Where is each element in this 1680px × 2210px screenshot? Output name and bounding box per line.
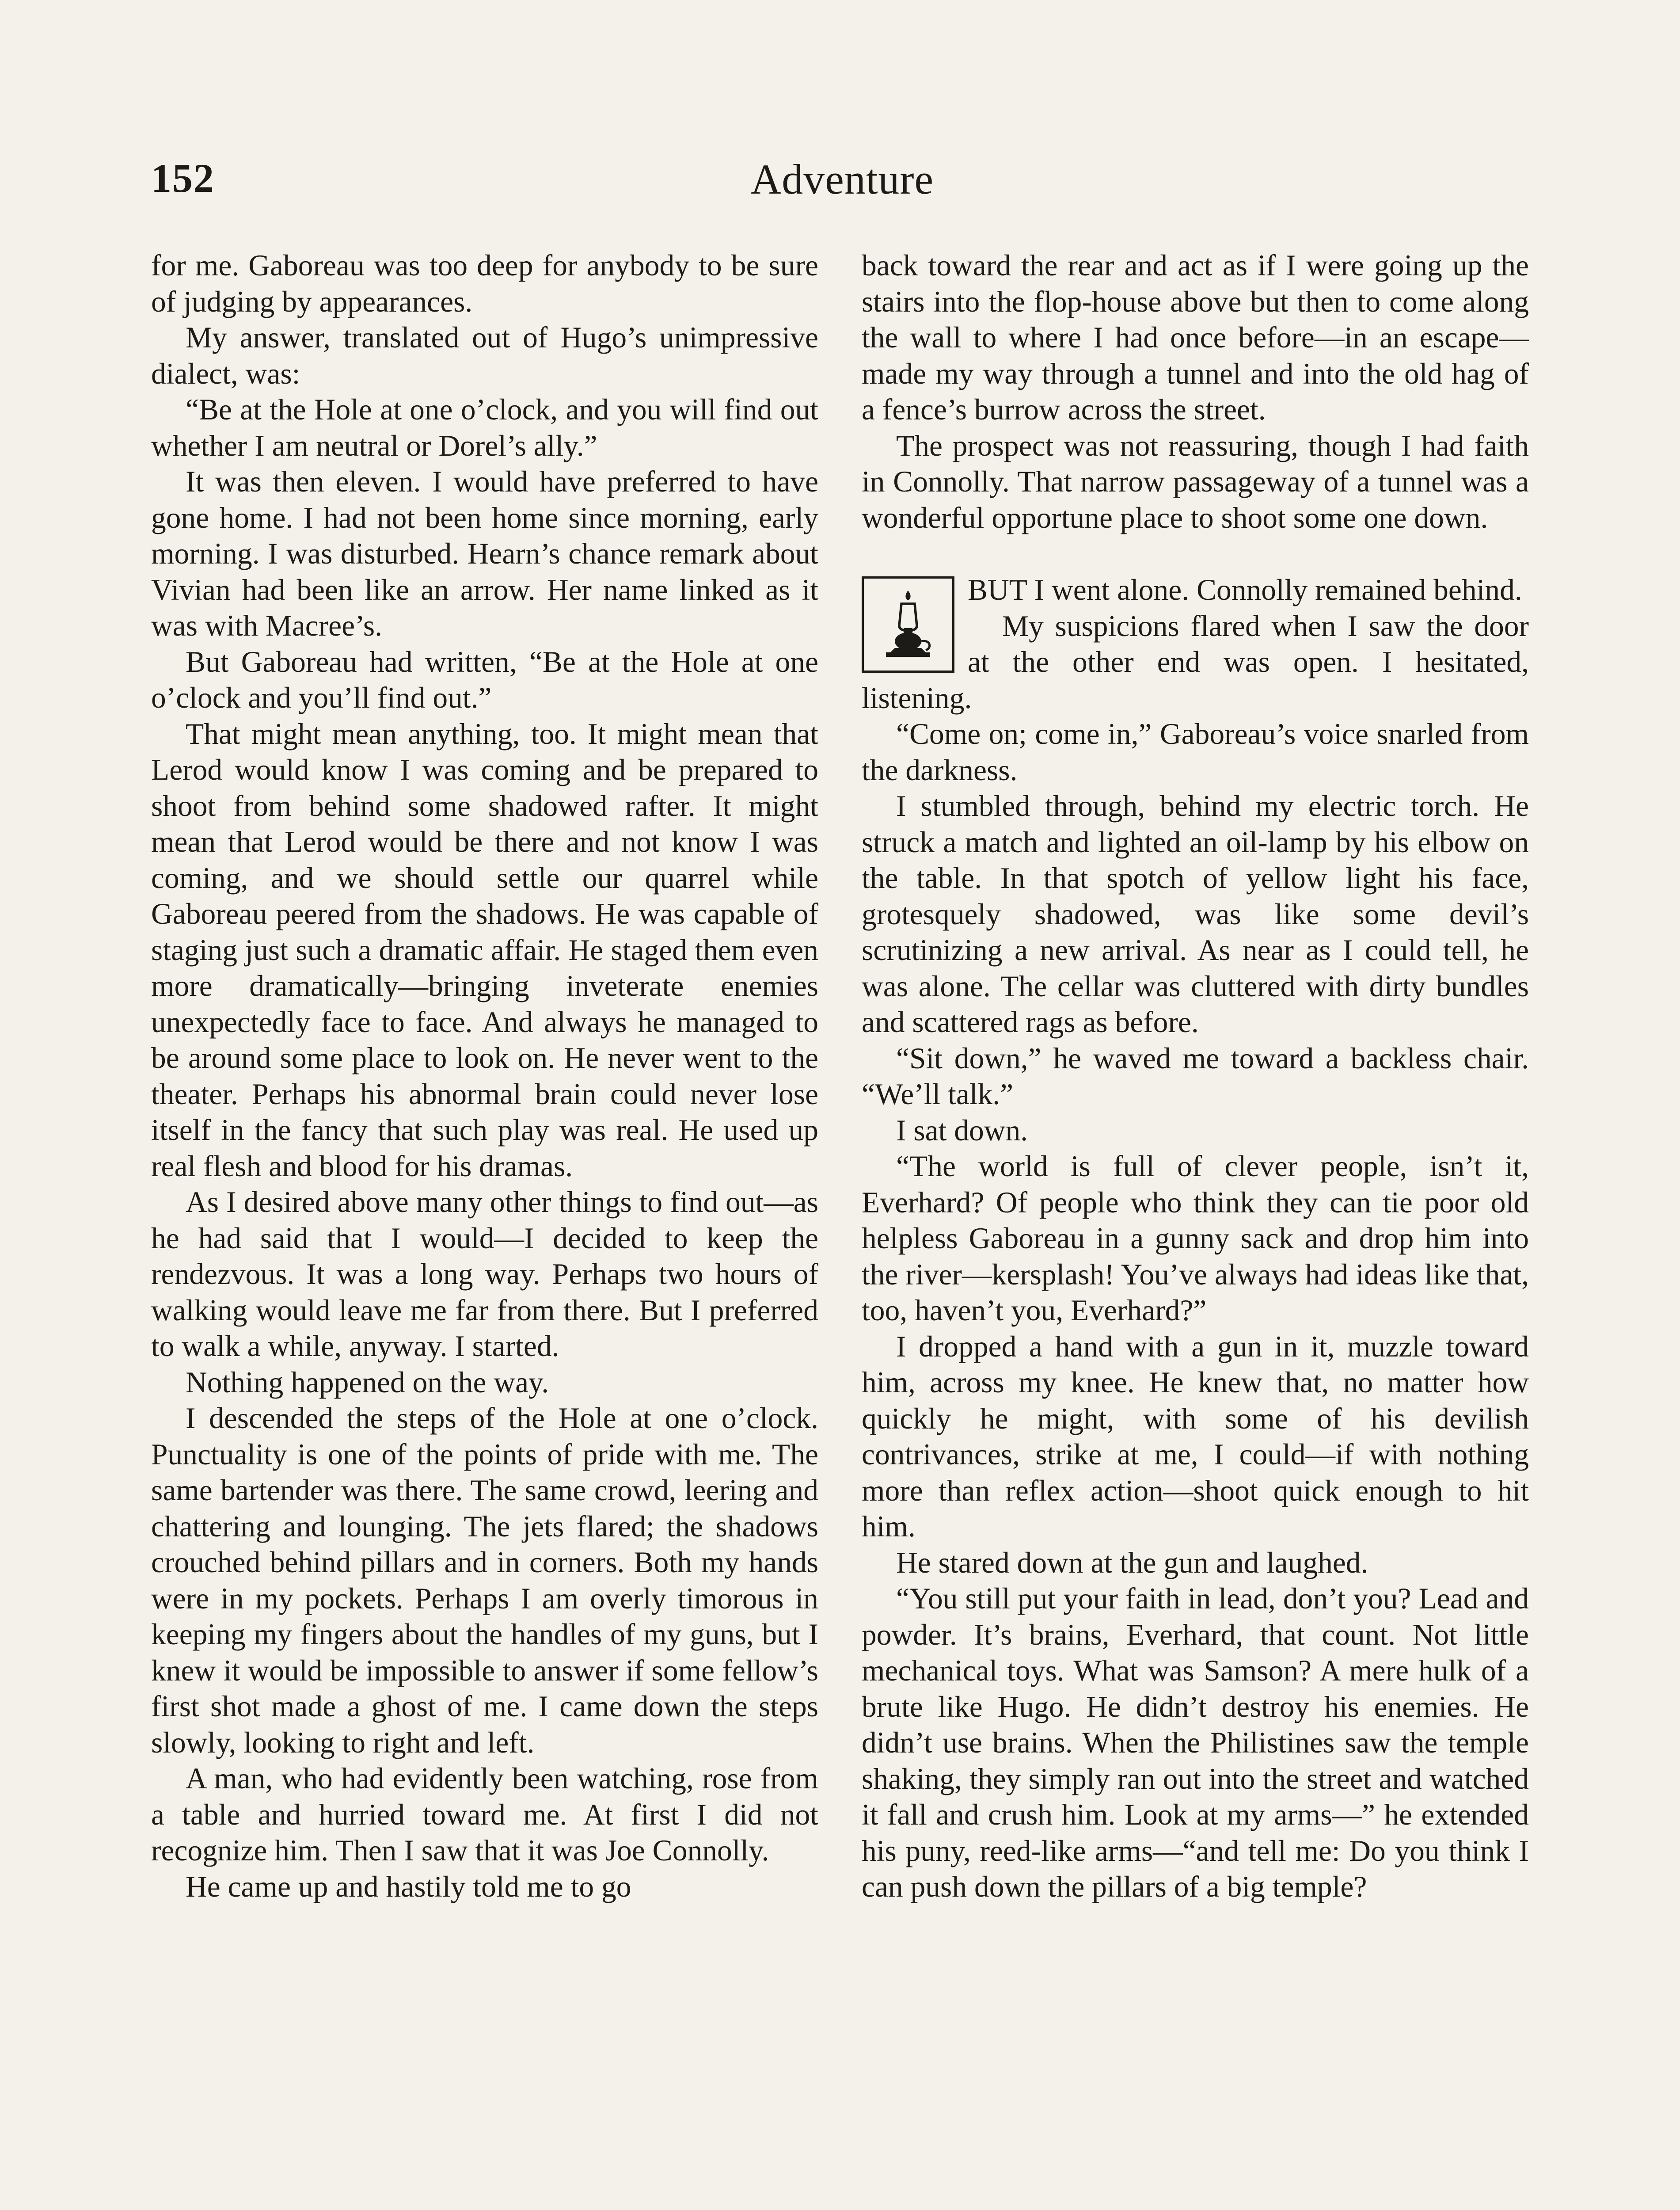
left-column bbox=[151, 248, 818, 1905]
paragraph: “Come on; come in,” Gaboreau’s voice snarled from the darkness. bbox=[862, 717, 1529, 787]
paragraph: I dropped a hand with a gun in it, muzzle toward him, across my knee. He knew that, no matter how quickly he might, with some of his devilish contrivances, strike at me, I could—if with nothing more than reflex action—shoot quick enough to hit him. bbox=[862, 1330, 1529, 1543]
running-title: Adventure bbox=[750, 156, 934, 203]
right-column bbox=[862, 248, 1529, 1905]
oil-lamp-drawing bbox=[875, 584, 941, 666]
paragraph: My suspicions flared when I saw the door at the other end was open. I hesitated, listening. bbox=[862, 609, 1529, 715]
paragraph: As I desired above many other things to find out—as he had said that I would—I decided to keep the rendezvous. It was a long way. Perhaps two hours of walking would leave me far from there. But I preferred to walk a while, anyway. I started. bbox=[151, 1185, 818, 1363]
paragraph: “Be at the Hole at one o’clock, and you will find out whether I am neutral or Dorel’s ally.” bbox=[151, 393, 818, 462]
paragraph: for me. Gaboreau was too deep for anybody to be sure of judging by appearances. bbox=[151, 249, 818, 318]
page-number: 152 bbox=[151, 156, 215, 201]
page-header bbox=[151, 155, 1533, 225]
paragraph: The prospect was not reassuring, though I had faith in Connolly. That narrow passageway of a tunnel was a wonderful opportune place to shoot some one down. bbox=[862, 429, 1529, 534]
paragraph: He stared down at the gun and laughed. bbox=[896, 1546, 1368, 1579]
paragraph: He came up and hastily told me to go bbox=[186, 1870, 631, 1903]
paragraph: I sat down. bbox=[896, 1113, 1028, 1147]
section-opening-paragraph bbox=[862, 572, 1529, 608]
paragraph: “The world is full of clever people, isn’t it, Everhard? Of people who think they can tie poor old helpless Gaboreau in a gunny sack and drop him into the river—kersplash! You’ve always had ideas like that, too, haven’t you, Everhard?” bbox=[862, 1150, 1529, 1327]
paragraph: Nothing happened on the way. bbox=[186, 1365, 549, 1399]
paragraph: That might mean anything, too. It might mean that Lerod would know I was coming and be prepared to shoot from behind some shadowed rafter. It might mean that Lerod would be there and not know I was coming, and we should settle our quarrel while Gaboreau peered from the shadows. He was capable of staging just such a dramatic affair. He staged them even more dramatically—bringing inveterate enemies unexpectedly face to face. And always he managed to be around some place to look on. He never went to the theater. Perhaps his abnormal brain could never lose itself in the fancy that such play was real. He used up real flesh and blood for his dramas. bbox=[151, 717, 818, 1183]
paragraph: I descended the steps of the Hole at one o’clock. Punctuality is one of the points of pride with me. The same bartender was there. The same crowd, leering and chattering and lounging. The jets flared; the shadows crouched behind pillars and in corners. Both my hands were in my pockets. Perhaps I am overly timorous in keeping my fingers about the handles of my guns, but I knew it would be impossible to answer if some fellow’s first shot made a ghost of me. I came down the steps slowly, looking to right and left. bbox=[151, 1402, 818, 1759]
paragraph: My answer, translated out of Hugo’s unimpressive dialect, was: bbox=[151, 321, 818, 390]
paragraph: A man, who had evidently been watching, rose from a table and hurried toward me. At first I did not recognize him. Then I saw that it was Joe Connolly. bbox=[151, 1762, 818, 1867]
paragraph: It was then eleven. I would have preferred to have gone home. I had not been home since morning, early morning. I was disturbed. Hearn’s chance remark about Vivian had been like an arrow. Her name linked as it was with Macree’s. bbox=[151, 465, 818, 642]
paragraph: But Gaboreau had written, “Be at the Hole at one o’clock and you’ll find out.” bbox=[151, 645, 818, 714]
paragraph: “Sit down,” he waved me toward a backless chair. “We’ll talk.” bbox=[862, 1041, 1529, 1111]
paragraph: I stumbled through, behind my electric torch. He struck a match and lighted an oil-lamp by his elbow on the table. In that spotch of yellow light his face, grotesquely shadowed, was like some devil’s scrutinizing a new arrival. As near as I could tell, he was alone. The cellar was cluttered with dirty bundles and scattered rags as before. bbox=[862, 789, 1529, 1039]
paragraph: “You still put your faith in lead, don’t you? Lead and powder. It’s brains, Everhard, that count. Not little mechanical toys. What was Samson? A mere hulk of a brute like Hugo. He didn’t destroy his enemies. He didn’t use brains. When the Philistines saw the temple shaking, they simply ran out into the street and watched it fall and crush him. Look at my arms—” he extended his puny, reed-like arms—“and tell me: Do you think I can push down the pillars of a big temple? bbox=[862, 1582, 1529, 1903]
paragraph: back toward the rear and act as if I were going up the stairs into the flop-house above but then to come along the wall to where I had once before—in an escape—made my way through a tunnel and into the old hag of a fence’s burrow across the street. bbox=[862, 249, 1529, 426]
oil-lamp-icon bbox=[862, 576, 954, 673]
section-opening-text: BUT I went alone. Connolly remained behind. bbox=[968, 573, 1522, 606]
